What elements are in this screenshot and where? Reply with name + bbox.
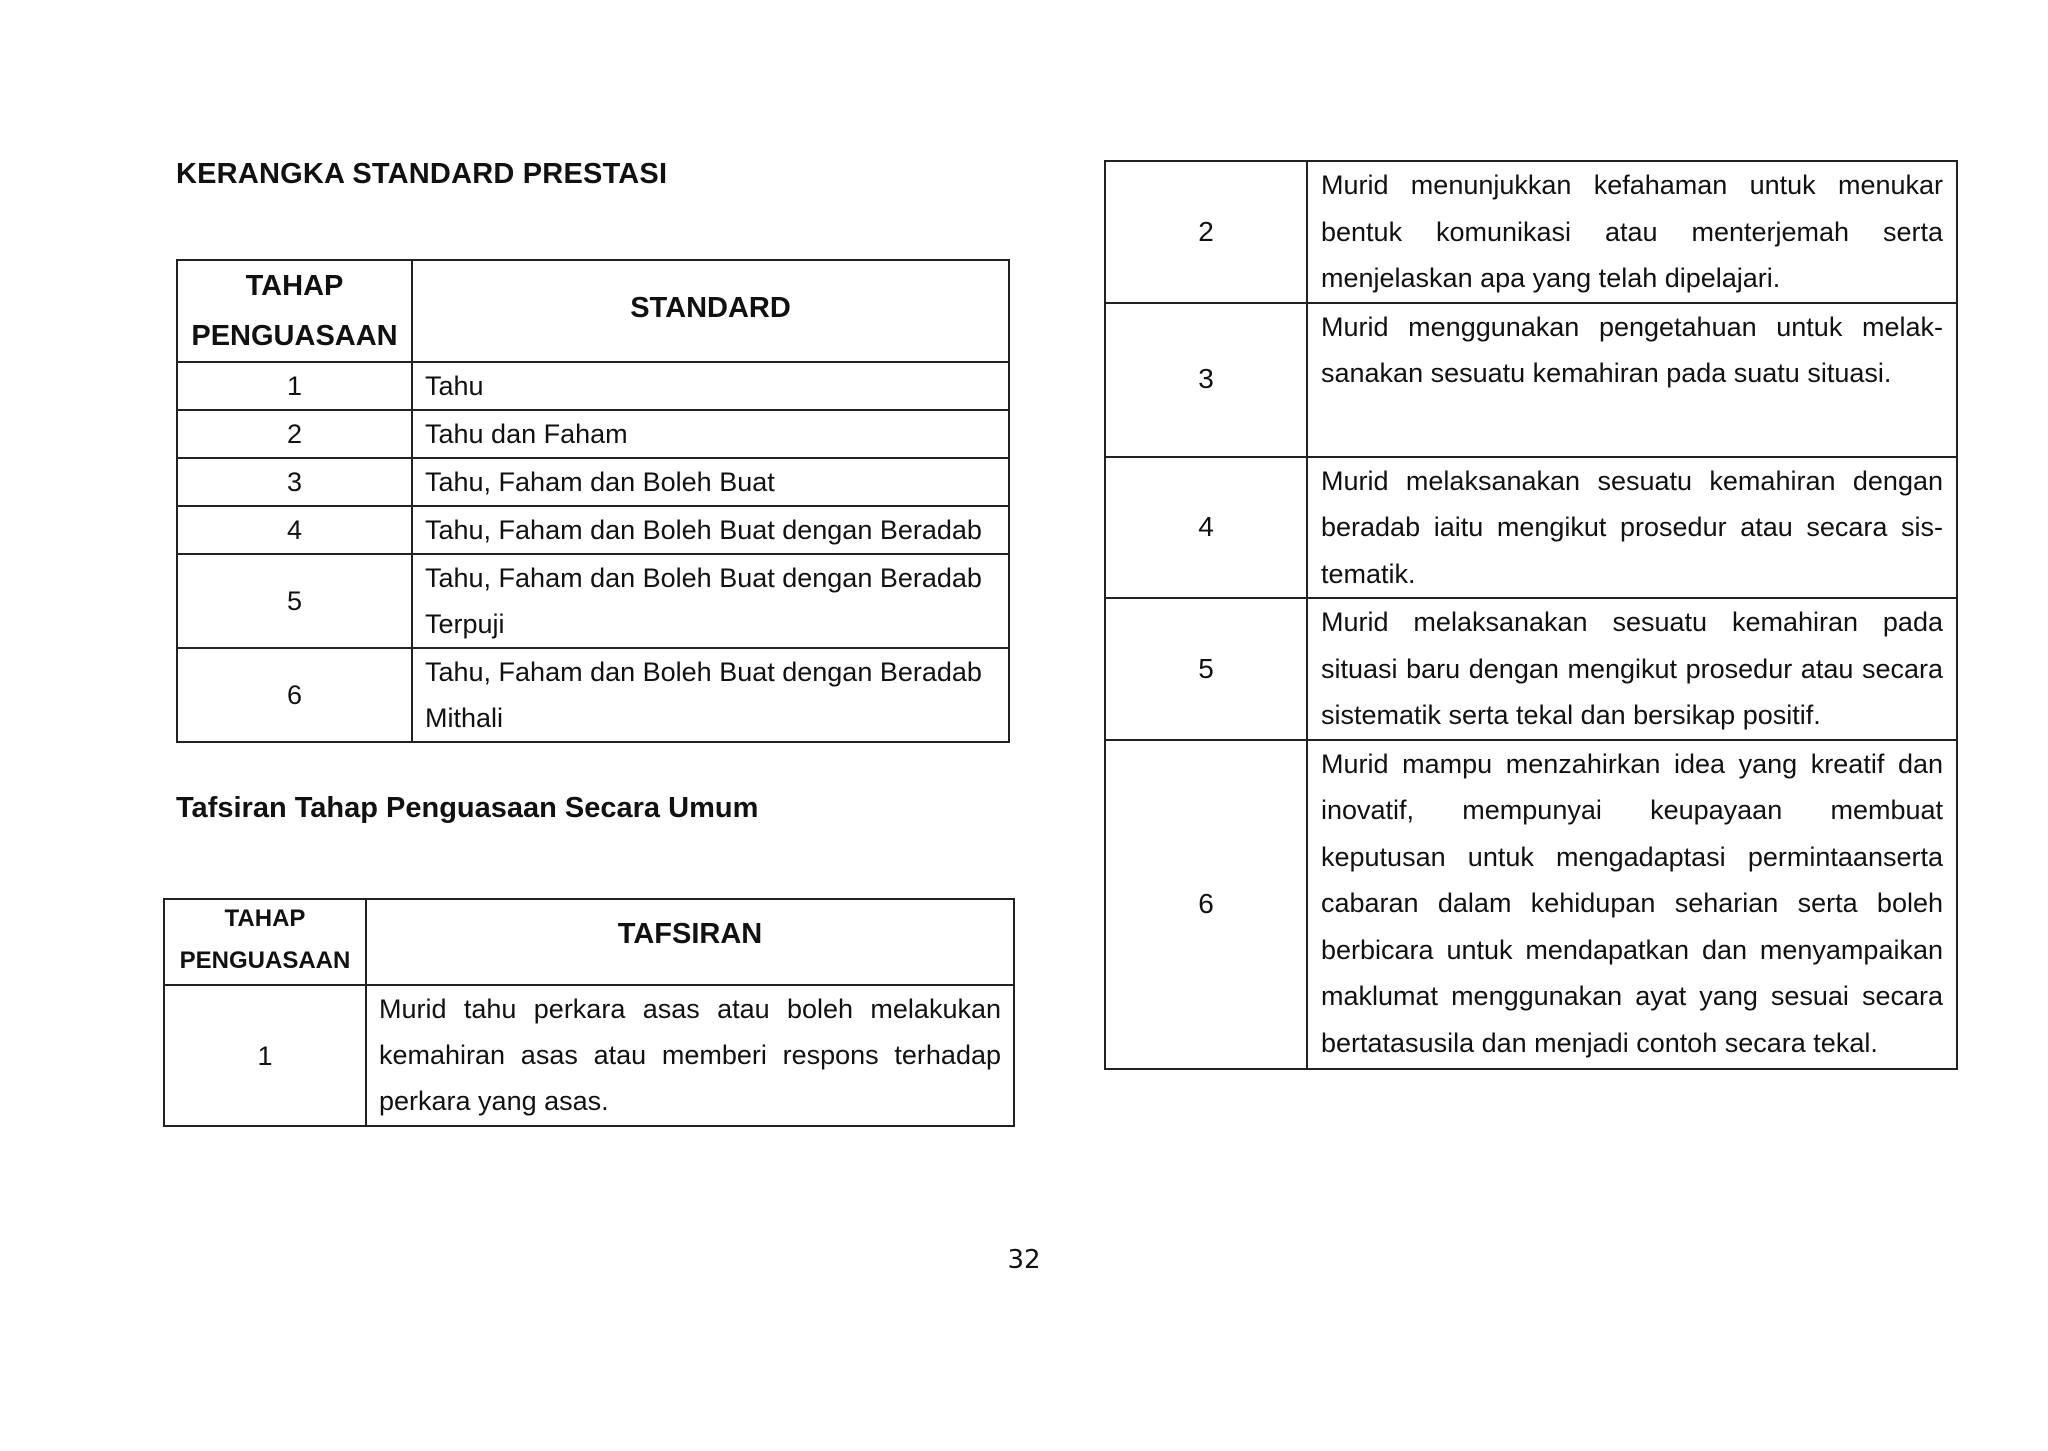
tafsiran-table bbox=[163, 898, 1015, 1127]
standard-cell: Tahu bbox=[412, 362, 1009, 410]
level-cell: 2 bbox=[1105, 161, 1307, 303]
standard-cell: Tahu, Faham dan Boleh Buat dengan Beradab Mithali bbox=[412, 648, 1009, 742]
header-level-line1: TAHAP bbox=[224, 905, 306, 932]
table-row bbox=[1105, 598, 1957, 740]
table-row bbox=[164, 985, 1014, 1126]
table-header-row bbox=[164, 899, 1014, 985]
table-row bbox=[1105, 457, 1957, 599]
table-row bbox=[1105, 303, 1957, 457]
tafsiran-cell: Murid mampu menzahirkan idea yang kreatif dan inovatif, mempunyai keupayaan membuat keputusan untuk mengadaptasi permintaanserta cabaran dalam kehidupan seharian serta boleh berbicara untuk mendapatkan dan menyampaikan maklumat menggunakan ayat yang sesuai secara bertatasusila dan menjadi contoh secara tekal. bbox=[1307, 740, 1957, 1069]
level-cell: 3 bbox=[177, 458, 412, 506]
tafsiran-cell: Murid menggunakan pengetahuan untuk melak-sanakan sesuatu kemahiran pada suatu situasi. bbox=[1307, 303, 1957, 457]
table-row bbox=[177, 410, 1009, 458]
level-cell: 6 bbox=[177, 648, 412, 742]
header-tafsiran: TAFSIRAN bbox=[366, 899, 1014, 985]
table-row bbox=[177, 554, 1009, 648]
level-cell: 3 bbox=[1105, 303, 1307, 457]
tafsiran-cell: Murid melaksanakan sesuatu kemahiran pada situasi baru dengan mengikut prosedur atau secara sistematik serta tekal dan bersikap positif. bbox=[1307, 598, 1957, 740]
level-cell: 2 bbox=[177, 410, 412, 458]
level-cell: 6 bbox=[1105, 740, 1307, 1069]
page-heading: KERANGKA STANDARD PRESTASI bbox=[176, 158, 668, 190]
table-row bbox=[1105, 161, 1957, 303]
table-row bbox=[1105, 740, 1957, 1069]
header-level-line1: TAHAP bbox=[245, 270, 344, 302]
tafsiran-cell: Murid menunjukkan kefahaman untuk menukar bentuk komunikasi atau menterjemah serta menjelaskan apa yang telah dipelajari. bbox=[1307, 161, 1957, 303]
standard-cell: Tahu, Faham dan Boleh Buat dengan Beradab Terpuji bbox=[412, 554, 1009, 648]
header-level-line2: PENGUASAAN bbox=[179, 947, 351, 974]
table-header-row bbox=[177, 260, 1009, 362]
table-row bbox=[177, 506, 1009, 554]
section-heading-tafsiran: Tafsiran Tahap Penguasaan Secara Umum bbox=[176, 792, 759, 824]
level-cell: 1 bbox=[164, 985, 366, 1126]
header-level bbox=[164, 899, 366, 985]
level-cell: 4 bbox=[1105, 457, 1307, 599]
tafsiran-cell: Murid melaksanakan sesuatu kemahiran dengan beradab iaitu mengikut prosedur atau secara sis-tematik. bbox=[1307, 457, 1957, 599]
tafsiran-continued-table bbox=[1104, 160, 1958, 1070]
table-row bbox=[177, 458, 1009, 506]
standard-cell: Tahu dan Faham bbox=[412, 410, 1009, 458]
tafsiran-cell: Murid tahu perkara asas atau boleh melakukan kemahiran asas atau memberi respons terhadap perkara yang asas. bbox=[366, 985, 1014, 1126]
standard-table bbox=[176, 259, 1010, 743]
table-row bbox=[177, 362, 1009, 410]
header-level-line2: PENGUASAAN bbox=[191, 320, 398, 352]
level-cell: 1 bbox=[177, 362, 412, 410]
page-number: 32 bbox=[1007, 1245, 1041, 1275]
header-level bbox=[177, 260, 412, 362]
level-cell: 4 bbox=[177, 506, 412, 554]
level-cell: 5 bbox=[177, 554, 412, 648]
standard-cell: Tahu, Faham dan Boleh Buat bbox=[412, 458, 1009, 506]
level-cell: 5 bbox=[1105, 598, 1307, 740]
standard-cell: Tahu, Faham dan Boleh Buat dengan Beradab bbox=[412, 506, 1009, 554]
header-standard: STANDARD bbox=[412, 260, 1009, 362]
table-row bbox=[177, 648, 1009, 742]
